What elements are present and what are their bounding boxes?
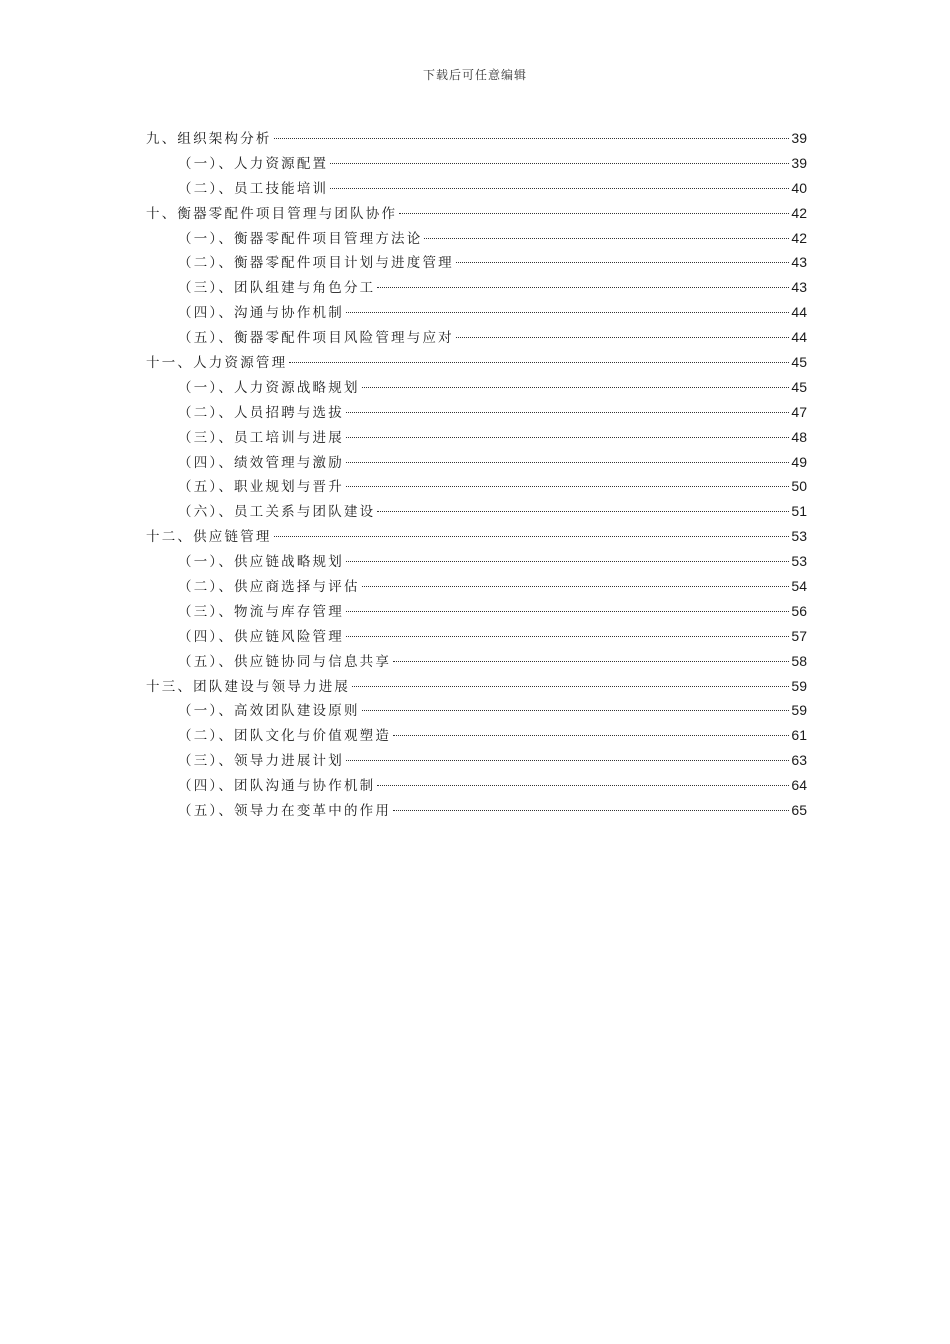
toc-entry-page: 44 — [791, 329, 807, 346]
toc-entry-title: （一）、人力资源配置 — [178, 155, 329, 172]
toc-entry-title: （一）、人力资源战略规划 — [178, 379, 360, 396]
toc-entry-page: 65 — [791, 802, 807, 819]
toc-entry[interactable] — [146, 300, 807, 325]
toc-entry-page: 45 — [791, 378, 807, 395]
toc-entry-title: （五）、衡器零配件项目风险管理与应对 — [178, 330, 454, 347]
toc-entry[interactable] — [146, 250, 807, 275]
toc-entry-page: 59 — [791, 702, 807, 719]
toc-entry[interactable] — [146, 226, 807, 251]
toc-entry[interactable] — [146, 624, 807, 649]
toc-entry-page: 48 — [791, 428, 807, 445]
toc-dot-leader — [346, 412, 789, 413]
toc-entry-page: 64 — [791, 777, 807, 794]
toc-entry-title: （四）、绩效管理与激励 — [178, 454, 344, 471]
toc-entry[interactable] — [146, 275, 807, 300]
toc-entry-page: 39 — [791, 154, 807, 171]
toc-entry[interactable] — [146, 176, 807, 201]
toc-dot-leader — [456, 337, 790, 338]
toc-entry-page: 47 — [791, 403, 807, 420]
toc-entry-title: 十、衡器零配件项目管理与团队协作 — [146, 205, 398, 222]
toc-entry[interactable] — [146, 499, 807, 524]
toc-entry-title: 十一、人力资源管理 — [146, 355, 288, 372]
toc-dot-leader — [346, 437, 789, 438]
toc-entry-page: 59 — [791, 677, 807, 694]
toc-entry[interactable] — [146, 425, 807, 450]
toc-entry-page: 40 — [791, 179, 807, 196]
toc-dot-leader — [289, 362, 789, 363]
table-of-contents — [146, 126, 807, 823]
toc-dot-leader — [399, 213, 789, 214]
toc-entry-title: （二）、衡器零配件项目计划与进度管理 — [178, 255, 454, 272]
toc-entry-title: （四）、供应链风险管理 — [178, 628, 344, 645]
toc-entry-page: 39 — [791, 130, 807, 146]
toc-entry-page: 49 — [791, 453, 807, 470]
toc-dot-leader — [346, 312, 789, 313]
toc-entry[interactable] — [146, 798, 807, 823]
toc-entry-title: （三）、员工培训与进展 — [178, 429, 344, 446]
toc-dot-leader — [393, 810, 789, 811]
toc-entry-page: 57 — [791, 627, 807, 644]
toc-entry-page: 51 — [791, 503, 807, 520]
toc-entry-title: （二）、供应商选择与评估 — [178, 579, 360, 596]
toc-entry[interactable] — [146, 748, 807, 773]
toc-entry-title: 十三、团队建设与领导力进展 — [146, 678, 351, 695]
toc-entry[interactable] — [146, 674, 807, 699]
toc-entry-title: 九、组织架构分析 — [146, 131, 272, 147]
toc-entry[interactable] — [146, 524, 807, 549]
toc-dot-leader — [393, 735, 789, 736]
toc-entry[interactable] — [146, 126, 807, 151]
toc-dot-leader — [346, 636, 789, 637]
toc-dot-leader — [274, 536, 790, 537]
toc-dot-leader — [346, 486, 789, 487]
toc-entry-title: （二）、员工技能培训 — [178, 180, 329, 197]
toc-entry-page: 43 — [791, 279, 807, 296]
toc-entry-title: （五）、职业规划与晋升 — [178, 479, 344, 496]
toc-dot-leader — [362, 586, 790, 587]
toc-entry-title: （五）、供应链协同与信息共享 — [178, 653, 392, 670]
toc-entry[interactable] — [146, 723, 807, 748]
toc-dot-leader — [362, 387, 790, 388]
toc-entry[interactable] — [146, 574, 807, 599]
toc-dot-leader — [377, 287, 789, 288]
toc-entry-title: （一）、高效团队建设原则 — [178, 703, 360, 720]
toc-dot-leader — [456, 262, 790, 263]
toc-entry-page: 56 — [791, 602, 807, 619]
toc-dot-leader — [362, 710, 790, 711]
toc-entry-page: 61 — [791, 727, 807, 744]
toc-entry-page: 53 — [791, 528, 807, 545]
toc-dot-leader — [346, 760, 789, 761]
toc-entry-page: 42 — [791, 204, 807, 221]
toc-entry-page: 45 — [791, 354, 807, 371]
toc-entry[interactable] — [146, 201, 807, 226]
toc-entry-title: （六）、员工关系与团队建设 — [178, 504, 376, 521]
toc-entry-title: （一）、衡器零配件项目管理方法论 — [178, 230, 423, 247]
header-note: 下载后可任意编辑 — [422, 68, 527, 82]
toc-entry-page: 50 — [791, 478, 807, 495]
toc-entry-page: 44 — [791, 304, 807, 321]
toc-dot-leader — [346, 611, 789, 612]
toc-dot-leader — [346, 561, 789, 562]
toc-entry-page: 53 — [791, 553, 807, 570]
toc-entry-title: （三）、物流与库存管理 — [178, 603, 344, 620]
toc-entry-page: 63 — [791, 752, 807, 769]
toc-entry-title: （五）、领导力在变革中的作用 — [178, 803, 392, 820]
toc-dot-leader — [377, 785, 789, 786]
toc-entry-page: 58 — [791, 652, 807, 669]
toc-dot-leader — [377, 511, 789, 512]
toc-dot-leader — [346, 462, 789, 463]
toc-entry[interactable] — [146, 698, 807, 723]
toc-entry-title: （二）、人员招聘与选拔 — [178, 404, 344, 421]
toc-entry[interactable] — [146, 350, 807, 375]
toc-entry[interactable] — [146, 773, 807, 798]
toc-dot-leader — [352, 686, 789, 687]
toc-dot-leader — [424, 238, 789, 239]
toc-entry[interactable] — [146, 474, 807, 499]
toc-entry-title: （四）、沟通与协作机制 — [178, 305, 344, 322]
toc-entry[interactable] — [146, 151, 807, 176]
toc-entry-title: （四）、团队沟通与协作机制 — [178, 778, 376, 795]
toc-entry-title: （三）、领导力进展计划 — [178, 753, 344, 770]
toc-dot-leader — [330, 188, 789, 189]
toc-entry-title: （三）、团队组建与角色分工 — [178, 280, 376, 297]
toc-entry-page: 54 — [791, 578, 807, 595]
toc-entry-page: 42 — [791, 229, 807, 246]
toc-entry[interactable] — [146, 649, 807, 674]
toc-dot-leader — [330, 163, 789, 164]
toc-entry[interactable] — [146, 375, 807, 400]
toc-entry-title: （一）、供应链战略规划 — [178, 554, 344, 571]
toc-entry[interactable] — [146, 325, 807, 350]
toc-entry[interactable] — [146, 549, 807, 574]
toc-entry[interactable] — [146, 599, 807, 624]
toc-entry[interactable] — [146, 450, 807, 475]
toc-entry[interactable] — [146, 400, 807, 425]
toc-dot-leader — [274, 138, 790, 139]
toc-entry-title: （二）、团队文化与价值观塑造 — [178, 728, 392, 745]
toc-dot-leader — [393, 661, 789, 662]
toc-entry-title: 十二、供应链管理 — [146, 529, 272, 546]
toc-entry-page: 43 — [791, 254, 807, 271]
